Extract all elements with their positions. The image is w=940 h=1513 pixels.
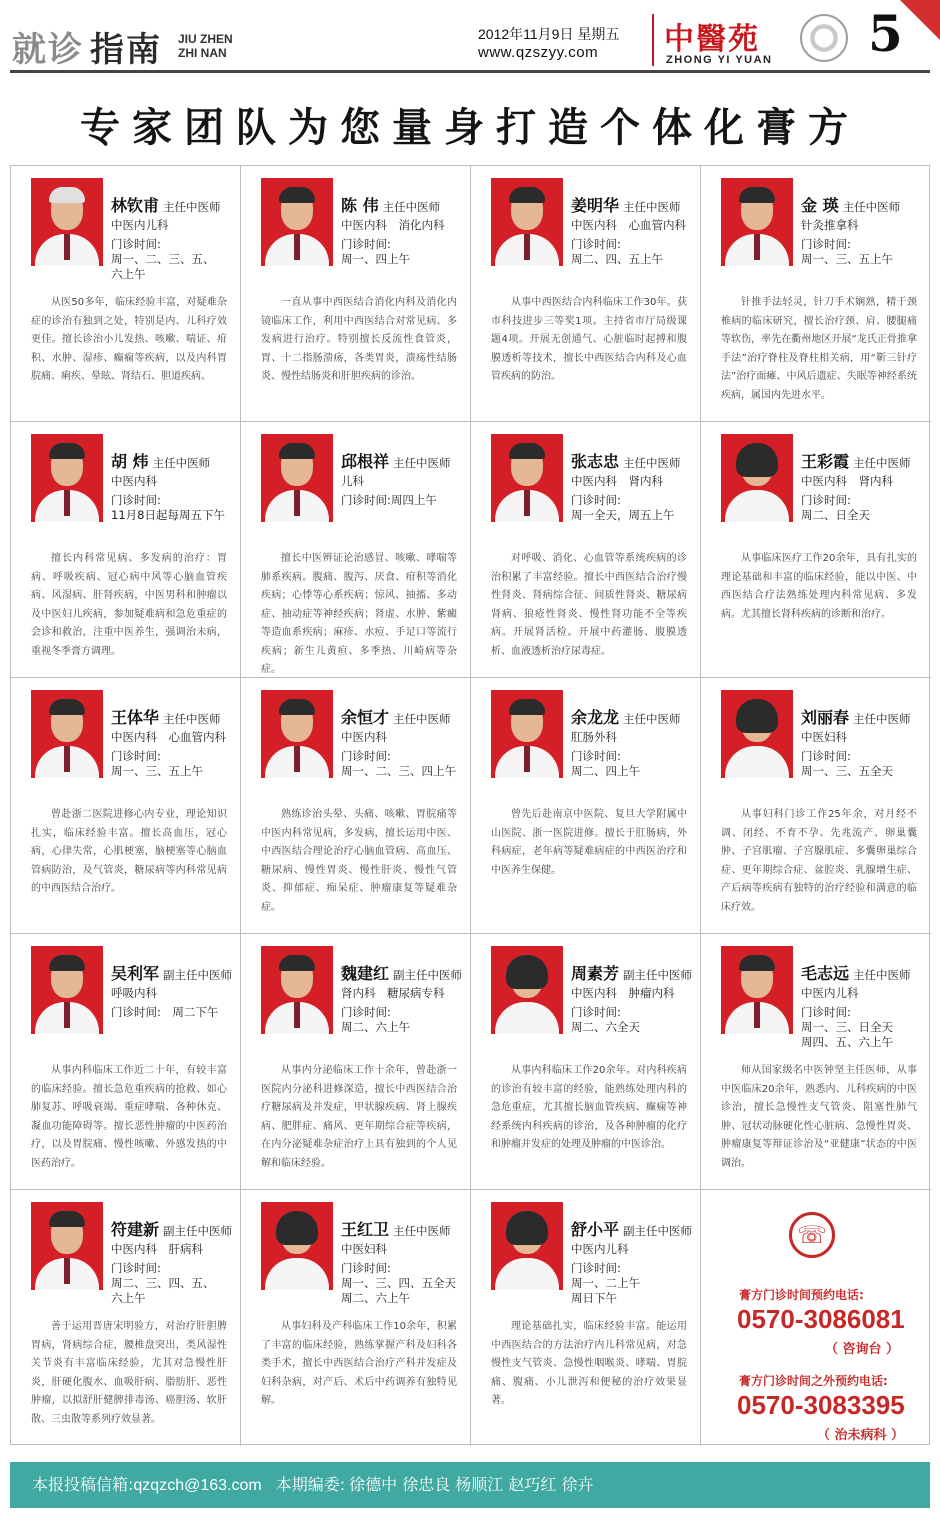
clinic-hours-extra: 六上午 — [111, 267, 146, 281]
doctor-name: 符建新 — [111, 1220, 160, 1239]
masthead-rule — [10, 70, 930, 73]
clinic-hours: 周二、六上午 — [341, 1020, 410, 1034]
section-pinyin-line1: JIU ZHEN — [178, 32, 233, 46]
doctor-bio: 擅长内科常见病、多发病的治疗：胃病、呼吸疾病、冠心病中风等心脑血管疾病、风湿病、肝肾疾病，中医男科和肿瘤以及中医妇儿疾病，参加疑难病和急危重症的会诊和救治，注重中医养生，强调治未病，重视冬季膏方调理。 — [31, 553, 227, 657]
doctor-name: 林钦甫 — [111, 196, 160, 215]
doctor-card — [701, 678, 931, 934]
doctor-bio: 从事内分泌临床工作十余年，曾赴浙一医院内分泌科进修深造，擅长中西医结合治疗糖尿病及并发症，甲状腺疾病、肾上腺疾病、肥胖症、痛风、更年期综合症等疾病，在内分泌疑难杂症治疗上具有独到的个人见解和临床经验。 — [261, 1065, 457, 1169]
doctor-info — [341, 1220, 469, 1306]
clinic-hours-label: 门诊时间: — [801, 749, 851, 763]
doctor-name: 姜明华 — [571, 196, 620, 215]
doctor-card — [241, 166, 471, 422]
doctor-department: 中医内科 消化内科 — [341, 218, 445, 232]
doctor-department: 中医内科 心血管内科 — [571, 218, 686, 232]
doctor-info — [111, 708, 239, 779]
doctor-photo — [31, 434, 103, 522]
doctor-department: 中医内科 肝病科 — [111, 1242, 203, 1256]
doctor-name: 邱根祥 — [341, 452, 390, 471]
doctor-department: 针灸推拿科 — [801, 218, 859, 232]
doctor-photo — [721, 178, 793, 266]
doctor-info — [571, 1220, 699, 1306]
clinic-hours-extra: 周日下午 — [571, 1291, 617, 1305]
doctor-card — [701, 422, 931, 678]
brand-pinyin: ZHONG YI YUAN — [666, 54, 773, 66]
booking-note-1: （ 咨询台 ） — [825, 1342, 900, 1357]
doctor-photo — [261, 1202, 333, 1290]
doctor-bio: 对呼吸、消化、心血管等系统疾病的诊治积累了丰富经验。擅长中西医结合治疗慢性肾炎、肾病综合征、间质性肾炎、糖尿病肾病、狼疮性肾炎、慢性肾功能不全等疾病。开展肾活检。开展中药灌肠、腹膜透析、血液透析治疗尿毒症。 — [491, 553, 687, 657]
clinic-hours-label: 门诊时间: — [571, 1261, 621, 1275]
doctor-photo — [721, 690, 793, 778]
doctor-name: 吴利军 — [111, 964, 160, 983]
doctor-department: 中医内儿科 — [111, 218, 169, 232]
doctor-card — [11, 1190, 241, 1446]
section-title — [12, 22, 162, 71]
doctor-card — [11, 678, 241, 934]
doctor-bio: 师从国家级名中医钟坚主任医师，从事中医临床20余年，熟悉内、儿科疾病的中医诊治，擅长急慢性支气管炎、阻塞性肺气肿、冠状动脉硬化性心脏病、急慢性胃炎、肿瘤康复等辩证诊治及“亚健康”状态的中医调治。 — [721, 1065, 917, 1169]
doctor-bio: 善于运用晋唐宋明验方，对治疗肝胆脾胃病，肾病综合症，腰椎盘突出，类风湿性关节炎有丰富临床经验，尤其对急慢性肝炎，肝硬化腹水、血吸肝病、脂肪肝、恶性肿瘤，以拟舒肝健脾排毒汤、癌胆汤、软肝散、三虫散等系列疗效显著。 — [31, 1321, 227, 1425]
section-pinyin-line2: ZHI NAN — [178, 46, 227, 60]
doctor-department: 中医内科 肾内科 — [801, 474, 893, 488]
clinic-hours: 周二、日全天 — [801, 508, 870, 522]
doctor-bio: 从事临床医疗工作20余年，具有扎实的理论基础和丰富的临床经验，能以中医、中西医结合疗法熟练处理内科常见病、多发病。尤其擅长肾科疾病的诊断和治疗。 — [721, 553, 917, 620]
doctor-title: 副主任中医师 — [623, 968, 693, 982]
clinic-hours: 周一、二、三、五、 — [111, 252, 215, 266]
doctor-photo — [261, 178, 333, 266]
doctor-department: 中医妇科 — [801, 730, 847, 744]
doctor-card — [241, 934, 471, 1190]
doctor-card — [11, 166, 241, 422]
doctor-info — [111, 196, 239, 282]
doctor-title: 主任中医师 — [853, 968, 911, 982]
doctor-bio: 擅长中医辨证论治感冒、咳嗽、哮喘等肺系疾病。腹痛、腹泻、厌食、疳积等消化疾病；心悸等心系疾病；惊风、抽搐、多动症、抽动症等神经疾病；肾虚、水肿、紫癜等造血系疾病；麻疹、水痘、手足口等流行疾病；新生儿黄疸、多季热、川崎病等杂症。 — [261, 553, 457, 675]
clinic-hours-label: 门诊时间: — [341, 237, 391, 251]
footer-editors: 徐德中 徐忠良 杨顺江 赵巧红 徐卉 — [349, 1475, 594, 1494]
hospital-logo-icon — [800, 14, 848, 62]
doctor-card — [241, 678, 471, 934]
page-number: 5 — [868, 4, 903, 63]
doctor-grid — [10, 165, 930, 1445]
footer-email[interactable]: qzqzch@163.com — [133, 1477, 262, 1494]
doctor-department: 中医内儿科 — [801, 986, 859, 1000]
booking-card — [701, 1190, 931, 1446]
doctor-info — [111, 964, 239, 1020]
doctor-info — [801, 196, 929, 267]
doctor-title: 主任中医师 — [853, 456, 911, 470]
clinic-hours: 周一、三、五上午 — [111, 764, 203, 778]
doctor-photo — [491, 946, 563, 1034]
doctor-bio: 从事内科临床工作近二十年，有较丰富的临床经验。擅长急危重疾病的抢救、如心肺复苏、呼吸衰竭、重症哮喘、各种休克、凝血功能障碍等。擅长恶性肿瘤的中医药治疗，以及胃脘痛、慢性咳嗽、外感发热的中医药治疗。 — [31, 1065, 227, 1169]
doctor-card — [471, 422, 701, 678]
footer-bar — [10, 1462, 930, 1508]
clinic-hours: 周二、六全天 — [571, 1020, 640, 1034]
doctor-photo — [31, 1202, 103, 1290]
doctor-name: 周素芳 — [571, 964, 620, 983]
doctor-department: 肛肠外科 — [571, 730, 617, 744]
doctor-title: 副主任中医师 — [163, 968, 233, 982]
clinic-hours: 周一、三、五上午 — [801, 252, 893, 266]
clinic-hours-label: 门诊时间: — [571, 493, 621, 507]
doctor-department: 中医内科 — [111, 474, 157, 488]
doctor-card — [471, 934, 701, 1190]
clinic-hours: 周一、二、三、四上午 — [341, 764, 456, 778]
clinic-hours-label: 门诊时间: — [111, 749, 161, 763]
doctor-name: 王体华 — [111, 708, 160, 727]
doctor-department: 肾内科 糖尿病专科 — [341, 986, 445, 1000]
doctor-info — [111, 1220, 239, 1306]
doctor-card — [241, 1190, 471, 1446]
doctor-title: 主任中医师 — [152, 456, 211, 470]
clinic-hours-extra: 周二、六上午 — [341, 1291, 410, 1305]
doctor-photo — [31, 946, 103, 1034]
doctor-bio: 熟练诊治头晕、头痛、咳嗽、胃脘痛等中医内科常见病，多发病，擅长运用中医、中西医结合理论治疗心脑血管病、高血压、糖尿病、慢性胃炎、慢性肝炎、慢性气管炎、抑郁症、痴呆症、肿瘤康复等疑难杂症。 — [261, 809, 457, 913]
doctor-name: 王彩霞 — [801, 452, 850, 471]
footer-editors-label: 本期编委: — [275, 1475, 346, 1494]
clinic-hours: 周一全天，周五上午 — [571, 508, 675, 522]
doctor-title: 副主任中医师 — [393, 968, 463, 982]
website-link[interactable]: www.qzszyy.com — [478, 44, 599, 61]
doctor-bio: 曾先后赴南京中医院、复旦大学附属中山医院、浙一医院进修。擅长于肛肠病，外科病症，老年病等疑难病症的中西医治疗和中医养生保健。 — [491, 809, 687, 876]
doctor-name: 刘丽春 — [801, 708, 850, 727]
doctor-title: 主任中医师 — [853, 712, 911, 726]
doctor-card — [11, 422, 241, 678]
doctor-card — [701, 934, 931, 1190]
clinic-hours: 周一、三、四、五全天 — [341, 1276, 456, 1290]
doctor-card — [241, 422, 471, 678]
brand-name: 中醫苑 — [664, 22, 760, 57]
doctor-title: 主任中医师 — [393, 712, 451, 726]
doctor-title: 主任中医师 — [382, 200, 441, 214]
doctor-bio: 从事妇科门诊工作25年余，对月经不调、闭经、不育不孕、先兆流产、卵巢囊肿、子宫肌瘤、子宫腺肌症、多囊卵巢综合症、更年期综合症、盆腔炎、乳腺增生症、产后病等疾病有独特的治疗经验和满意的临床疗效。 — [721, 809, 917, 913]
doctor-info — [341, 708, 469, 779]
clinic-hours: 周二、四上午 — [571, 764, 640, 778]
doctor-department: 儿科 — [341, 474, 364, 488]
booking-phone-2[interactable]: 0570-3083395 — [737, 1390, 905, 1420]
doctor-department: 中医内科 肾内科 — [571, 474, 663, 488]
doctor-photo — [491, 1202, 563, 1290]
clinic-hours: 周二、三、四、五、 — [111, 1276, 215, 1290]
doctor-info — [571, 196, 699, 267]
doctor-name: 王红卫 — [341, 1220, 390, 1239]
doctor-department: 中医内科 — [341, 730, 387, 744]
corner-mark — [900, 0, 940, 40]
clinic-hours-label: 门诊时间: — [111, 1261, 161, 1275]
doctor-department: 中医内科 肿瘤内科 — [571, 986, 675, 1000]
doctor-bio: 从事内科临床工作20余年。对内科疾病的诊治有较丰富的经验，能熟练处理内科的急危重症，尤其擅长脑血管疾病、癫痫等神经系统内科疾病的诊治，及各种肿瘤的化疗和肿瘤并发症的处理及肿瘤的中医诊治。 — [491, 1065, 687, 1150]
clinic-hours: 11月8日起每周五下午 — [111, 508, 225, 522]
doctor-department: 中医妇科 — [341, 1242, 387, 1256]
doctor-title: 主任中医师 — [623, 200, 681, 214]
doctor-name: 毛志远 — [801, 964, 850, 983]
doctor-card — [11, 934, 241, 1190]
clinic-hours-extra: 六上午 — [111, 1291, 146, 1305]
booking-label-2: 膏方门诊时间之外预约电话: — [739, 1374, 888, 1388]
doctor-department: 呼吸内科 — [111, 986, 157, 1000]
booking-phone-1[interactable]: 0570-3086081 — [737, 1304, 905, 1334]
doctor-photo — [721, 946, 793, 1034]
clinic-hours: 周一、四上午 — [341, 252, 410, 266]
doctor-photo — [261, 434, 333, 522]
doctor-card — [471, 166, 701, 422]
doctor-name: 舒小平 — [571, 1220, 620, 1239]
doctor-title: 主任中医师 — [163, 712, 221, 726]
masthead — [0, 0, 940, 78]
clinic-hours-label: 门诊时间: — [801, 1005, 851, 1019]
clinic-hours: 周一、二上午 — [571, 1276, 640, 1290]
doctor-bio: 从事中西医结合内科临床工作30年。获市科技进步三等奖1项。主持省市厅局级课题4项。开展无创通气、心脏临时起搏和腹膜透析等技术，擅长中西医结合内科及心血管疾病的防治。 — [491, 297, 687, 382]
clinic-hours-label: 门诊时间: — [801, 493, 851, 507]
doctor-info — [571, 452, 699, 523]
clinic-hours: 周一、三、五全天 — [801, 764, 893, 778]
doctor-info — [341, 964, 469, 1035]
footer-email-label: 本报投稿信箱: — [32, 1475, 134, 1494]
doctor-title: 副主任中医师 — [623, 1224, 693, 1238]
clinic-hours-label: 门诊时间: — [571, 749, 621, 763]
doctor-name: 余龙龙 — [571, 708, 620, 727]
doctor-info — [571, 964, 699, 1035]
booking-label-1: 膏方门诊时间预约电话: — [739, 1288, 864, 1302]
doctor-title: 主任中医师 — [842, 200, 901, 214]
doctor-info — [801, 708, 929, 779]
doctor-info — [571, 708, 699, 779]
doctor-title: 主任中医师 — [623, 456, 681, 470]
doctor-title: 主任中医师 — [623, 712, 681, 726]
clinic-hours-label: 门诊时间: — [111, 493, 161, 507]
doctor-bio: 针推手法轻灵，针刀手术娴熟，精于颈椎病的临床研究，擅长治疗颈、肩、腰腿痛等软伤，率先在衢州地区开展“龙氏正骨推拿手法”治疗脊柱及脊柱相关病，用“靳三针疗法”治疗面瘫、中风后遗症、失眠等神经系统疾病，属国内先进水平。 — [721, 297, 917, 401]
doctor-title: 主任中医师 — [163, 200, 221, 214]
clinic-hours-extra: 周四、五、六上午 — [801, 1035, 893, 1049]
doctor-photo — [491, 434, 563, 522]
section-title-bold: 指南 — [90, 30, 162, 70]
doctor-photo — [261, 690, 333, 778]
doctor-bio: 从事妇科及产科临床工作10余年，积累了丰富的临床经验，熟练掌握产科及妇科各类手术，擅长中西医结合治疗产科并发症及妇科杂病，对产后、术后中药调养有独特见解。 — [261, 1321, 457, 1406]
clinic-hours-label: 门诊时间: — [571, 237, 621, 251]
clinic-hours-label: 门诊时间: — [341, 1261, 391, 1275]
doctor-department: 中医内科 心血管内科 — [111, 730, 226, 744]
doctor-info — [111, 452, 239, 523]
doctor-info — [341, 196, 469, 267]
doctor-photo — [491, 690, 563, 778]
clinic-hours: 周一、三、日全天 — [801, 1020, 893, 1034]
doctor-name: 陈 伟 — [341, 196, 379, 215]
section-pinyin — [178, 32, 233, 60]
doctor-name: 胡 炜 — [111, 452, 149, 471]
clinic-hours-label: 门诊时间: — [571, 1005, 621, 1019]
doctor-title: 主任中医师 — [393, 456, 451, 470]
clinic-hours-label: 门诊时间: 周二下午 — [111, 1005, 219, 1019]
doctor-photo — [721, 434, 793, 522]
clinic-hours-label: 门诊时间: — [341, 1005, 391, 1019]
doctor-bio: 理论基础扎实，临床经验丰富。能运用中西医结合的方法治疗内儿科常见病，对急慢性支气管炎、急慢性咽喉炎、哮喘、胃脘痛、腹痛、小儿泄泻和便秘的治疗效果显著。 — [491, 1321, 687, 1406]
doctor-info — [801, 452, 929, 523]
headline: 专家团队为您量身打造个体化膏方 — [80, 104, 860, 151]
doctor-name: 余恒才 — [341, 708, 390, 727]
doctor-card — [471, 678, 701, 934]
doctor-card — [701, 166, 931, 422]
doctor-department: 中医内儿科 — [571, 1242, 629, 1256]
booking-note-2: （ 治未病科 ） — [817, 1428, 905, 1443]
phone-icon: ☏ — [789, 1212, 835, 1258]
brand-divider — [652, 14, 654, 66]
doctor-photo — [31, 178, 103, 266]
doctor-photo — [491, 178, 563, 266]
section-title-light: 就诊 — [12, 30, 84, 70]
clinic-hours-label: 门诊时间: — [801, 237, 851, 251]
doctor-bio: 从医50多年，临床经验丰富，对疑难杂症的诊治有独到之处，特别是内、儿科疗效更佳。擅长诊治小儿发热、咳嗽、喘证、疳积、水肿、湿疹、癫痫等疾病，以及内科胃脘痛、痢疾、晕眩、肾结石、胆道疾病。 — [31, 297, 227, 382]
doctor-title: 副主任中医师 — [163, 1224, 233, 1238]
clinic-hours: 周二、四、五上午 — [571, 252, 663, 266]
doctor-bio: 曾赴浙二医院进修心内专业，理论知识扎实，临床经验丰富。擅长高血压，冠心病，心律失常，心肌梗塞，脑梗塞等心脑血管病防治，及气管炎，糖尿病等内科常见病的中西医结合治疗。 — [31, 809, 227, 894]
clinic-hours-label: 门诊时间:周四上午 — [341, 493, 437, 507]
doctor-name: 魏建红 — [341, 964, 390, 983]
clinic-hours-label: 门诊时间: — [111, 237, 161, 251]
doctor-card — [471, 1190, 701, 1446]
issue-date: 2012年11月9日 星期五 — [478, 26, 620, 42]
doctor-name: 金 瑛 — [801, 196, 839, 215]
doctor-title: 主任中医师 — [393, 1224, 451, 1238]
doctor-bio: 一直从事中西医结合消化内科及消化内镜临床工作，利用中西医结合对常见病、多发病进行治疗。特别擅长反流性食管炎，胃、十二指肠溃疡，各类胃炎，溃疡性结肠炎、慢性结肠炎和肝胆疾病的诊治。 — [261, 297, 457, 382]
doctor-photo — [261, 946, 333, 1034]
clinic-hours-label: 门诊时间: — [341, 749, 391, 763]
doctor-info — [341, 452, 469, 508]
doctor-photo — [31, 690, 103, 778]
doctor-info — [801, 964, 929, 1050]
doctor-name: 张志忠 — [571, 452, 620, 471]
